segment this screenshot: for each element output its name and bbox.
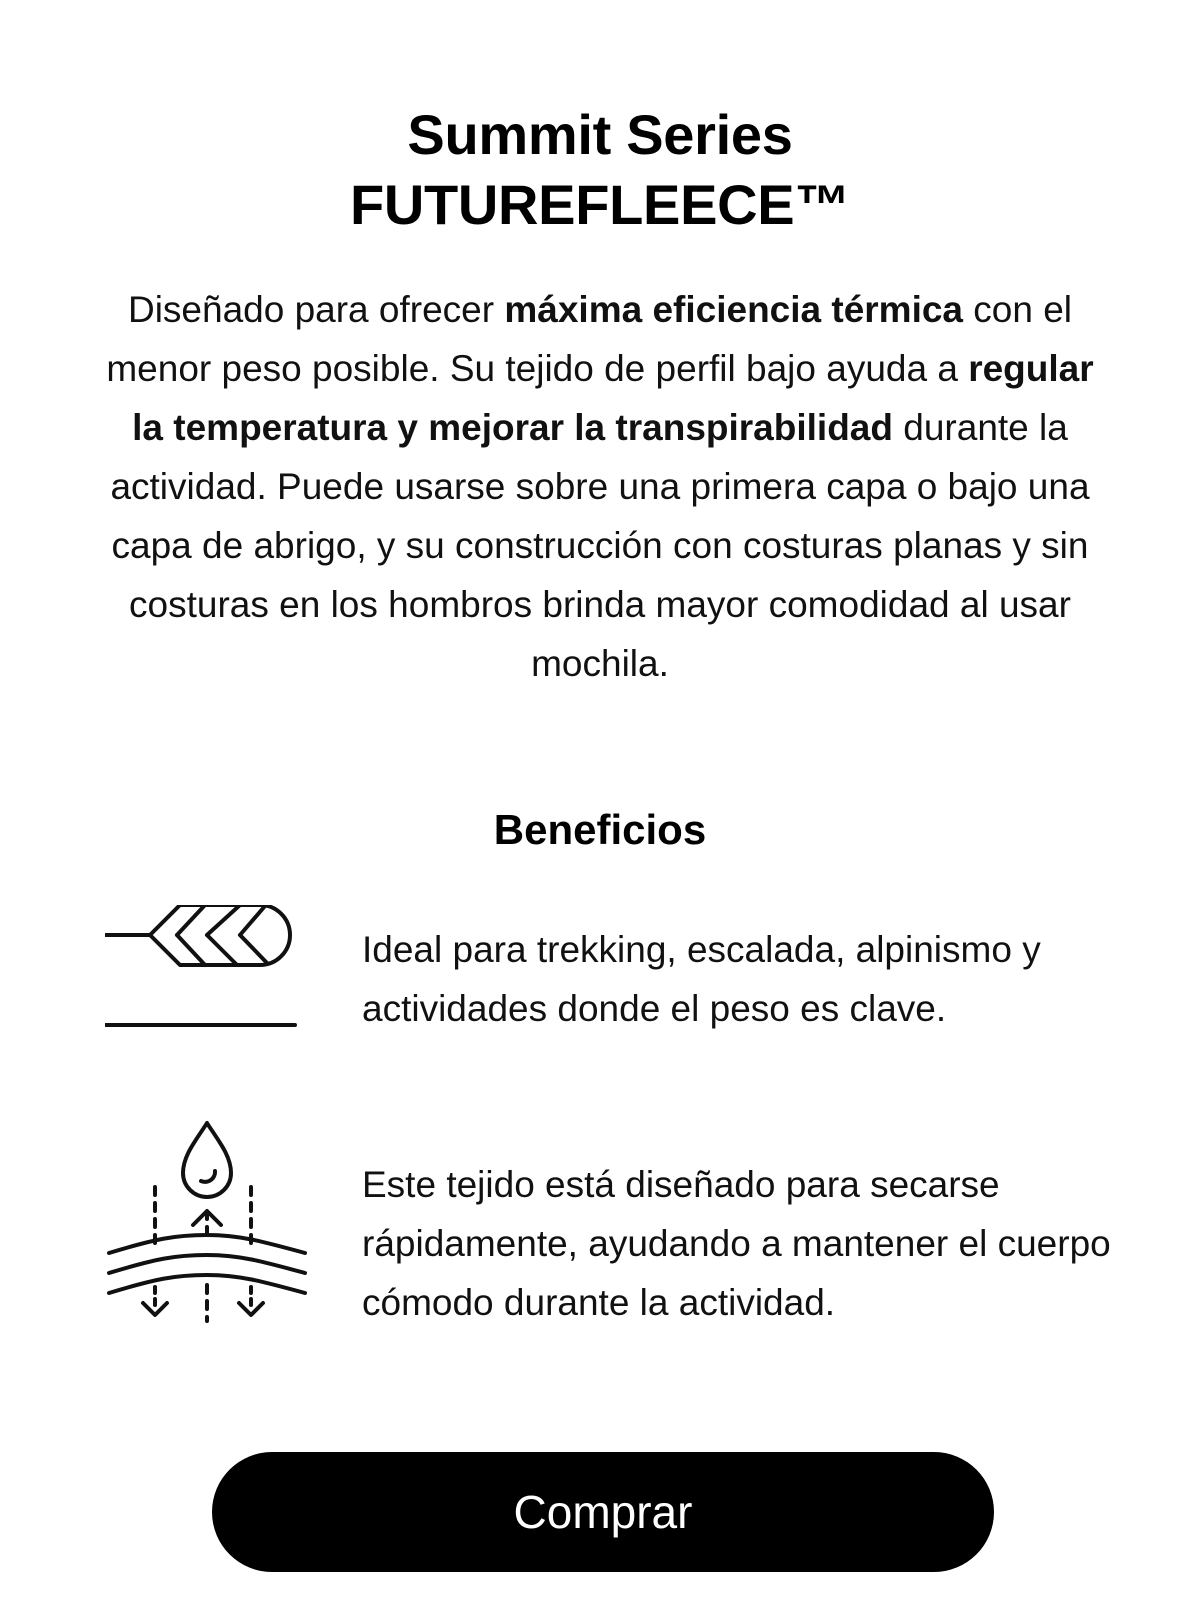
benefit-text-lightweight: Ideal para trekking, escalada, alpinismo y actividades donde el peso es clave.: [362, 929, 1041, 1029]
description-text-3: durante la actividad. Puede usarse sobre una primera capa o bajo una capa de abrigo, y su construcción con costuras planas y sin costuras en los hombros brinda mayor comodidad al usar mochila.: [110, 407, 1090, 684]
benefits-heading: Beneficios: [493, 806, 707, 853]
quick-dry-fabric-icon: [105, 1115, 315, 1335]
description-text-1: Diseñado para ofrecer: [127, 289, 505, 330]
product-name-title: FUTUREFLEECE™: [349, 173, 851, 236]
product-title: [0, 100, 1200, 240]
product-series-title: Summit Series: [407, 103, 793, 166]
benefit-text-quick-dry: Este tejido está diseñado para secarse rápidamente, ayudando a mantener el cuerpo cómodo durante la actividad.: [362, 1164, 1111, 1323]
description-text-2: con el menor peso posible. Su tejido de perfil bajo ayuda a: [106, 289, 1073, 389]
description-highlight-2: regular la temperatura y mejorar la transpirabilidad: [132, 348, 1094, 448]
description-highlight-1: máxima eficiencia térmica: [504, 289, 964, 330]
product-description: [90, 280, 1110, 693]
feather-icon: [105, 905, 305, 1045]
buy-button[interactable]: Comprar: [212, 1452, 994, 1572]
